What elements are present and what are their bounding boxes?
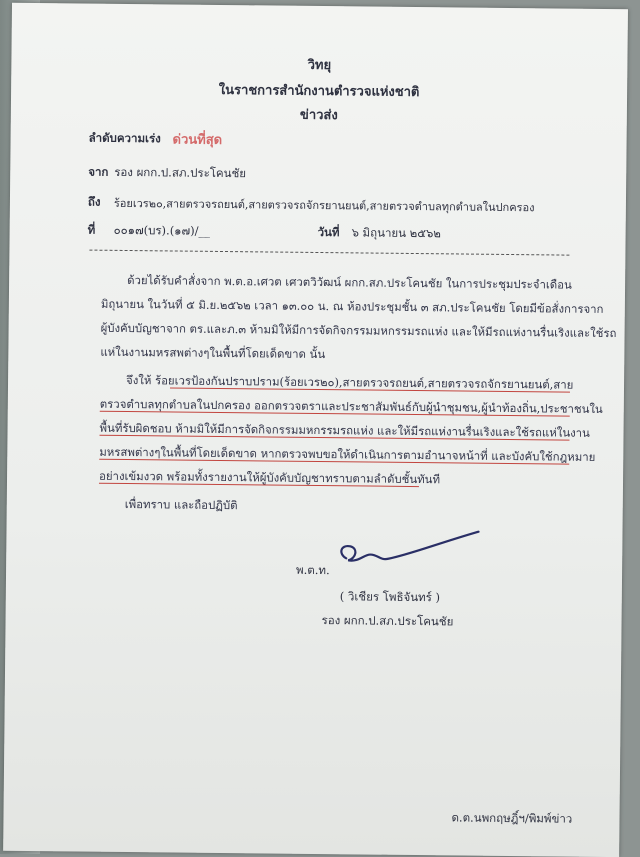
header-radio: วิทยุ xyxy=(307,57,332,74)
body-p1-line: ด้วยได้รับคำสั่งจาก พ.ต.อ.เศวต เศวตวิวัฒน์ ผกก.สภ.ประโคนชัย ในการประชุมประจำเดือน xyxy=(127,272,572,292)
body-p2-line: ตรวจตำบลทุกตำบลในปกครอง ออกตรวจตราและประชาสัมพันธ์กับผู้นำชุมชน,ผู้นำท้องถิ่น,ประชาชนใน xyxy=(99,396,603,416)
to-value: ร้อยเวร๒๐,สายตรวจรถยนต์,สายตรวจรถจักรยานยนต์,สายตรวจตำบลทุกตำบลในปกครอง xyxy=(113,196,535,215)
date-value: ๖ มิถุนายน ๒๕๖๒ xyxy=(351,225,441,241)
body-p1-line: มิถุนายน ในวันที่ ๕ มิ.ย.๒๕๖๒ เวลา ๑๓.๐๐ น. ณ ห้องประชุมชั้น ๓ สภ.ประโคนชัย โดยมีข้อสั่งการจาก xyxy=(100,296,604,316)
body-p2-line: มหรสพต่างๆในพื้นที่โดยเด็ดขาด หากตรวจพบขอให้ดำเนินการตามอำนาจหน้าที่ และบังคับใช้กฎหมาย xyxy=(99,444,596,464)
header-agency: ในราชการสำนักงานตำรวจแห่งชาติ xyxy=(218,82,420,101)
body-p2-line: พื้นที่รับผิดชอบ ห้ามมิให้มีการจัดกิจกรรมมหกรรมรถแห่ง และให้มีรถแห่งานรื่นเริงและใช้รถแห่ในงาน xyxy=(99,420,590,440)
signature-rank: พ.ต.ท. xyxy=(296,562,330,578)
priority-label: ลำดับความเร่ง xyxy=(88,130,161,146)
ref-label: ที่ xyxy=(87,222,96,237)
from-label: จาก xyxy=(88,164,109,179)
body-p3: เพื่อทราบ และถือปฏิบัติ xyxy=(124,496,238,513)
ref-number: ๐๐๑๗(บร).(๑๗)/__ xyxy=(113,222,211,238)
signature-position: รอง ผกก.ป.สภ.ประโคนชัย xyxy=(321,613,454,629)
to-label: ถึง xyxy=(87,194,101,209)
body-p1-line: ผู้บังคับบัญชาจาก ตร.และภ.๓ ห้ามมิให้มีการจัดกิจกรรมมหกรรมรถแห่ง และให้มีรถแห่งานรื่นเริงและใช้รถ xyxy=(100,320,617,341)
body-p2-line: จึงให้ ร้อยเวรป้องกันปราบปราม(ร้อยเวร๒๐),สายตรวจรถยนต์,สายตรวจรถจักรยานยนต์,สาย xyxy=(125,372,574,392)
signature-scribble-icon xyxy=(328,524,489,582)
priority-stamp: ด่วนที่สุด xyxy=(172,132,223,148)
date-label: วันที่ xyxy=(317,224,340,240)
header-outgoing: ข่าวส่ง xyxy=(299,107,338,124)
body-p2-line: อย่างเข้มงวด พร้อมทั้งรายงานให้ผู้บังคับบัญชาทราบตามลำดับชั้นทันที xyxy=(98,468,441,487)
body-p1-line: แห่ในงานมหรสพต่างๆในพื้นที่โดยเด็ดขาด นั้น xyxy=(100,344,326,362)
separator-line xyxy=(89,250,569,256)
document-page xyxy=(3,3,628,857)
signature-name: ( วิเชียร โพธิจันทร์ ) xyxy=(339,589,441,605)
from-value: รอง ผกก.ป.สภ.ประโคนชัย xyxy=(114,164,247,181)
typist-footer: ด.ต.นพกฤษฎิ์ฯ/พิมพ์ข่าว xyxy=(451,810,573,826)
